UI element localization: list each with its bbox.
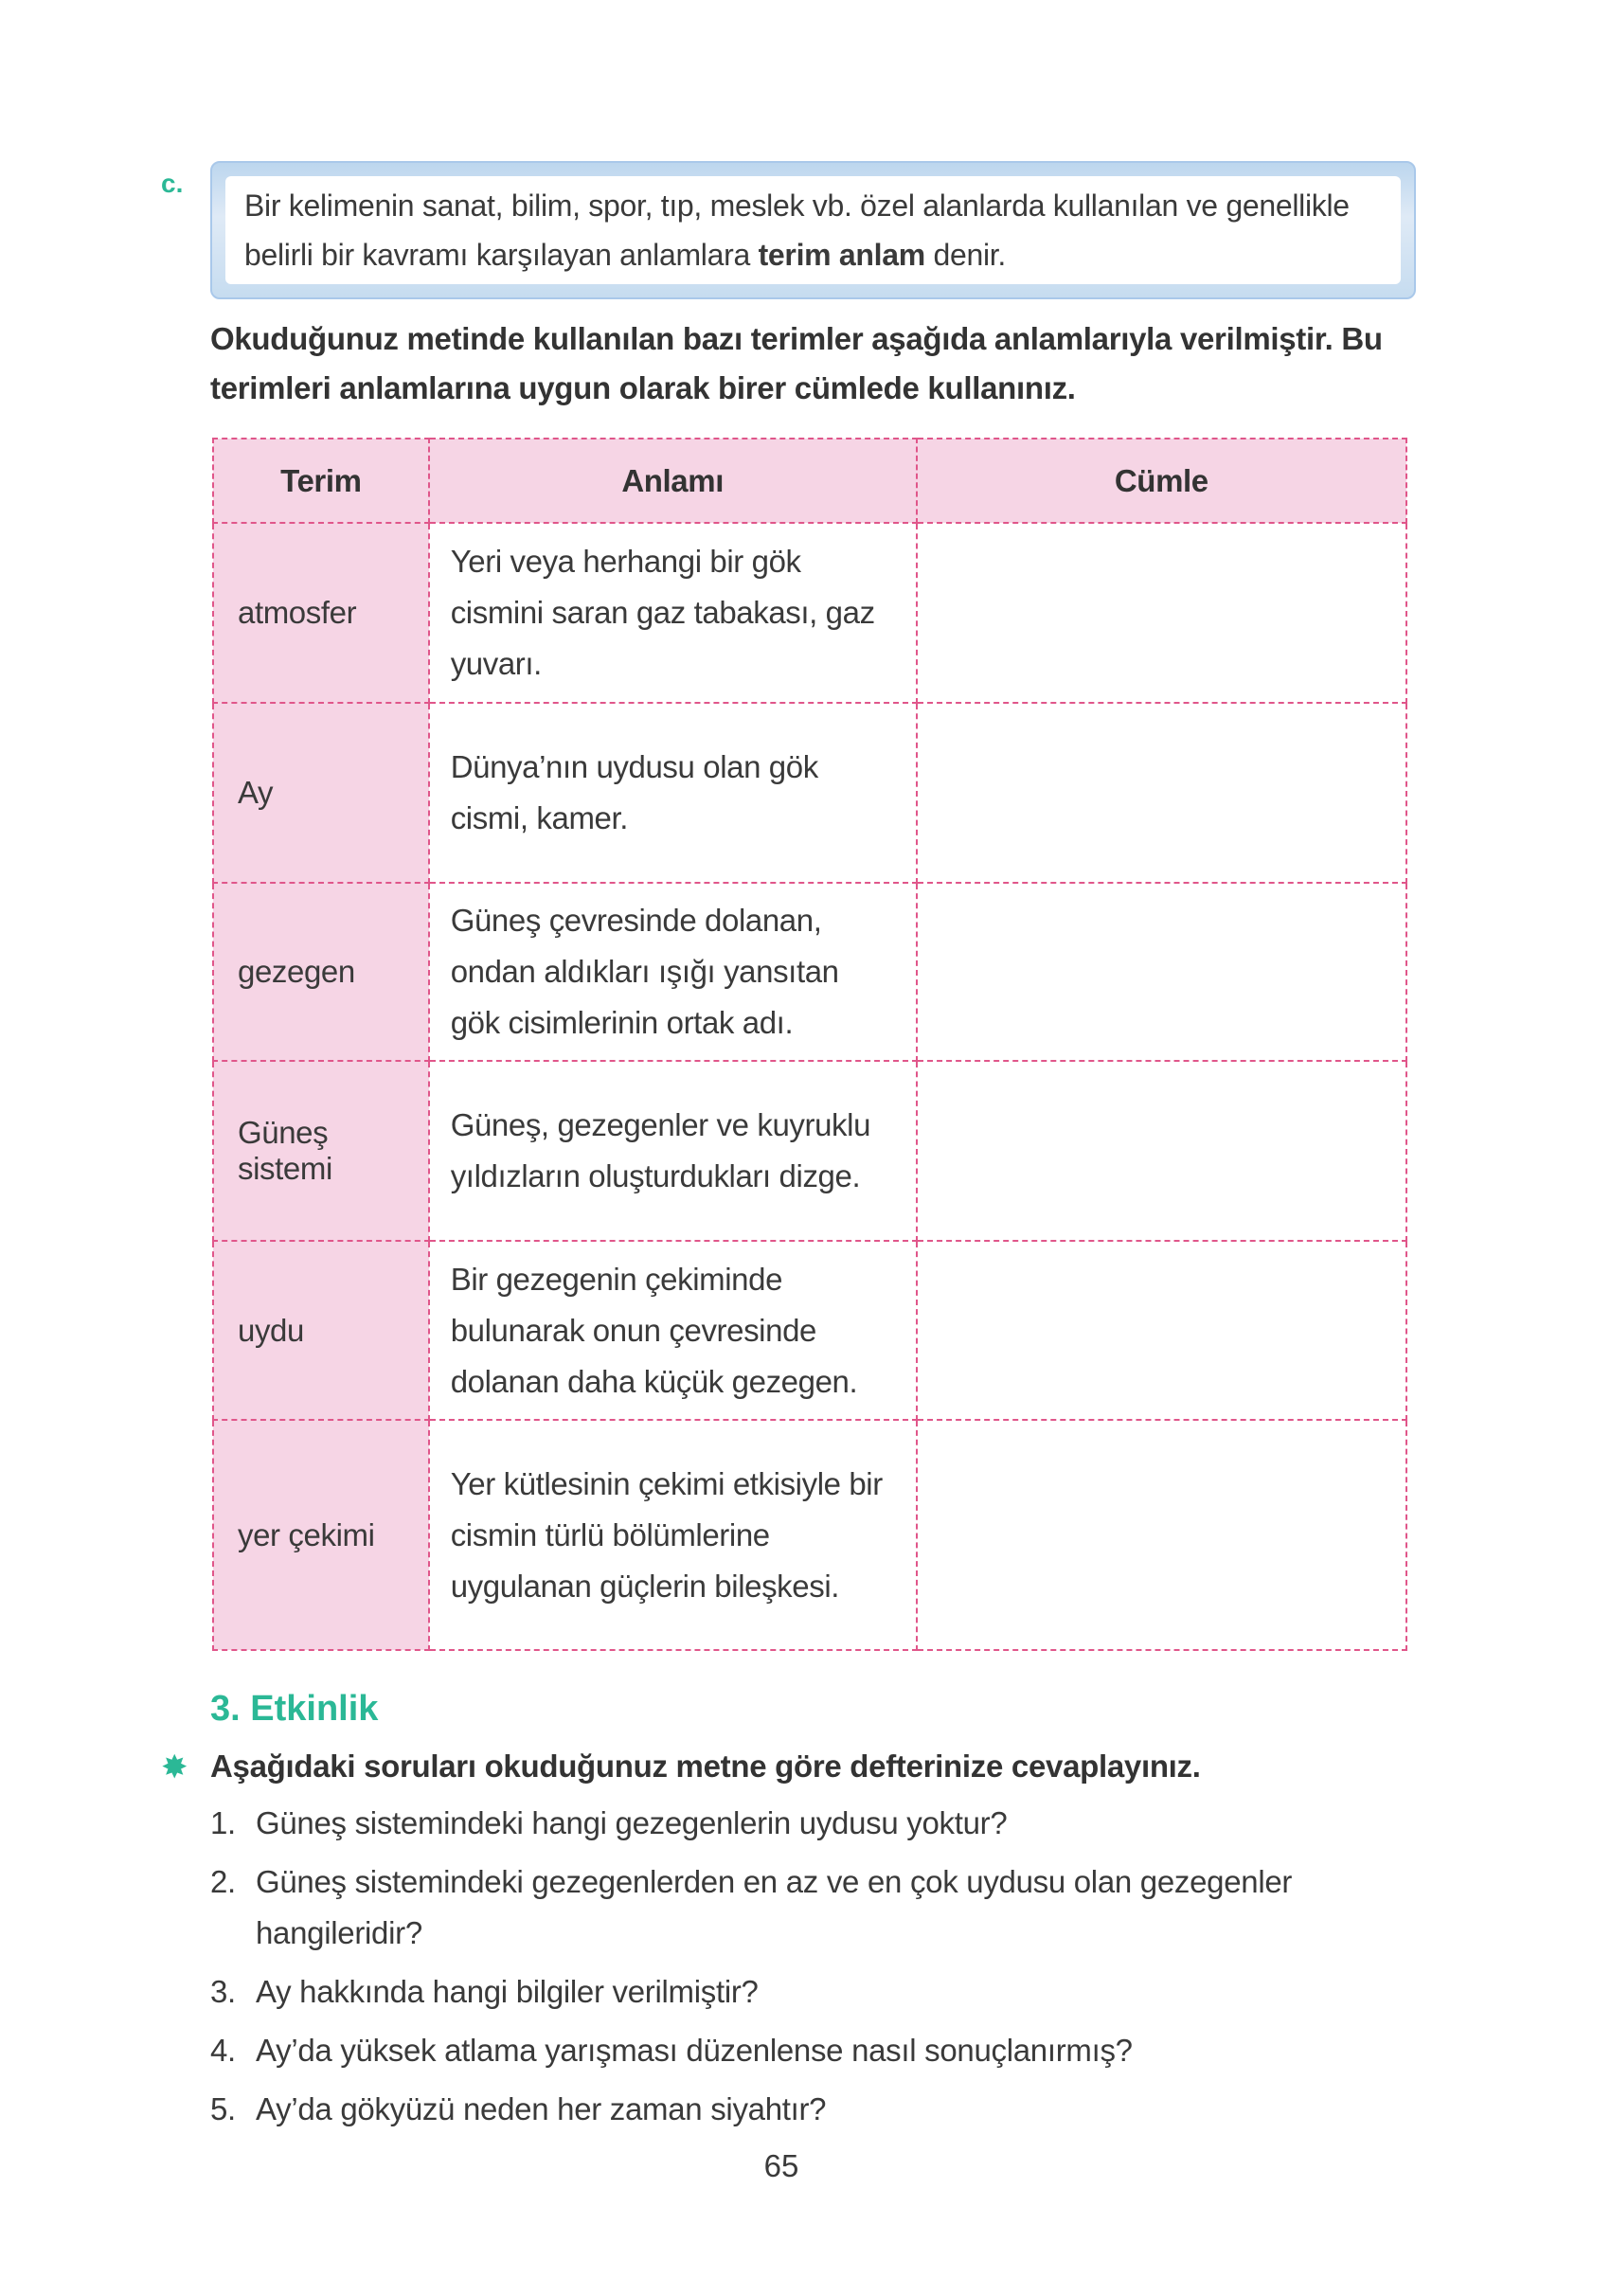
question-item [210,1966,1423,2018]
meaning-cell: Dünya’nın uydusu olan gök cismi, kamer. [429,703,917,883]
table-row [213,703,1406,883]
term-cell: yer çekimi [213,1420,429,1650]
meaning-cell: Bir gezegenin çekiminde bulunarak onun çevresinde dolanan daha küçük gezegen. [429,1241,917,1420]
header-sentence: Cümle [917,439,1406,523]
meaning-cell: Yer kütlesinin çekimi etkisiyle bir cismin türlü bölümlerine uygulanan güçlerin bileşkesi. [429,1420,917,1650]
definition-text [225,176,1401,284]
content [161,161,1418,2184]
term-cell: Güneş sistemi [213,1061,429,1241]
question-text: Güneş sistemindeki hangi gezegenlerin uydusu yoktur? [256,1805,1008,1840]
term-cell: atmosfer [213,523,429,703]
table-row [213,1061,1406,1241]
question-number: 3. [210,1974,236,2009]
activity-instruction-row [161,1745,1418,1788]
question-number: 5. [210,2091,236,2126]
star-icon: ✸ [161,1749,188,1785]
definition-after: denir. [924,238,1006,272]
table-row [213,523,1406,703]
question-text: Ay’da gökyüzü neden her zaman siyahtır? [256,2091,827,2126]
section-label: c. [161,169,184,198]
question-number: 2. [210,1864,236,1899]
question-item [210,2025,1423,2076]
term-cell: Ay [213,703,429,883]
sentence-cell[interactable] [917,1420,1406,1650]
header-meaning: Anlamı [429,439,917,523]
table-row [213,1241,1406,1420]
meaning-cell: Yeri veya herhangi bir gök cismini saran gaz tabakası, gaz yuvarı. [429,523,917,703]
question-text: Ay hakkında hangi bilgiler verilmiştir? [256,1974,759,2009]
definition-bold: terim anlam [758,238,925,272]
table-row [213,1420,1406,1650]
table-row [213,883,1406,1061]
sentence-cell[interactable] [917,1061,1406,1241]
meaning-cell: Güneş çevresinde dolanan, ondan aldıkları ışığı yansıtan gök cisimlerinin ortak adı. [429,883,917,1061]
question-item [210,2084,1423,2135]
sentence-cell[interactable] [917,523,1406,703]
page-number: 65 [763,2148,799,2183]
question-text: Ay’da yüksek atlama yarışması düzenlense nasıl sonuçlanırmış? [256,2033,1133,2068]
header-term: Terim [213,439,429,523]
activity-instruction: Aşağıdaki soruları okuduğunuz metne göre defterinize cevaplayınız. [210,1749,1201,1784]
activity-title: 3. Etkinlik [210,1689,379,1729]
question-item [210,1798,1423,1849]
terms-table [212,438,1407,1651]
meaning-cell: Güneş, gezegenler ve kuyruklu yıldızların oluşturdukları dizge. [429,1061,917,1241]
question-item [210,1857,1423,1959]
term-cell: uydu [213,1241,429,1420]
term-cell: gezegen [213,883,429,1061]
sentence-cell[interactable] [917,703,1406,883]
sentence-cell[interactable] [917,883,1406,1061]
question-text: Güneş sistemindeki gezegenlerden en az ve en çok uydusu olan gezegenler hangileridir? [256,1864,1293,1950]
sentence-cell[interactable] [917,1241,1406,1420]
question-number: 1. [210,1805,236,1840]
definition-before: Bir kelimenin sanat, bilim, spor, tıp, meslek vb. özel alanlarda kullanılan ve genellikle belirli bir kavramı karşılayan anlamlara [244,188,1350,272]
definition-box [210,161,1416,299]
question-number: 4. [210,2033,236,2068]
instruction: Okuduğunuz metinde kullanılan bazı terimler aşağıda anlamlarıyla verilmiştir. Bu terimleri anlamlarına uygun olarak birer cümlede kullanınız. [210,321,1383,405]
question-list [210,1798,1418,2135]
